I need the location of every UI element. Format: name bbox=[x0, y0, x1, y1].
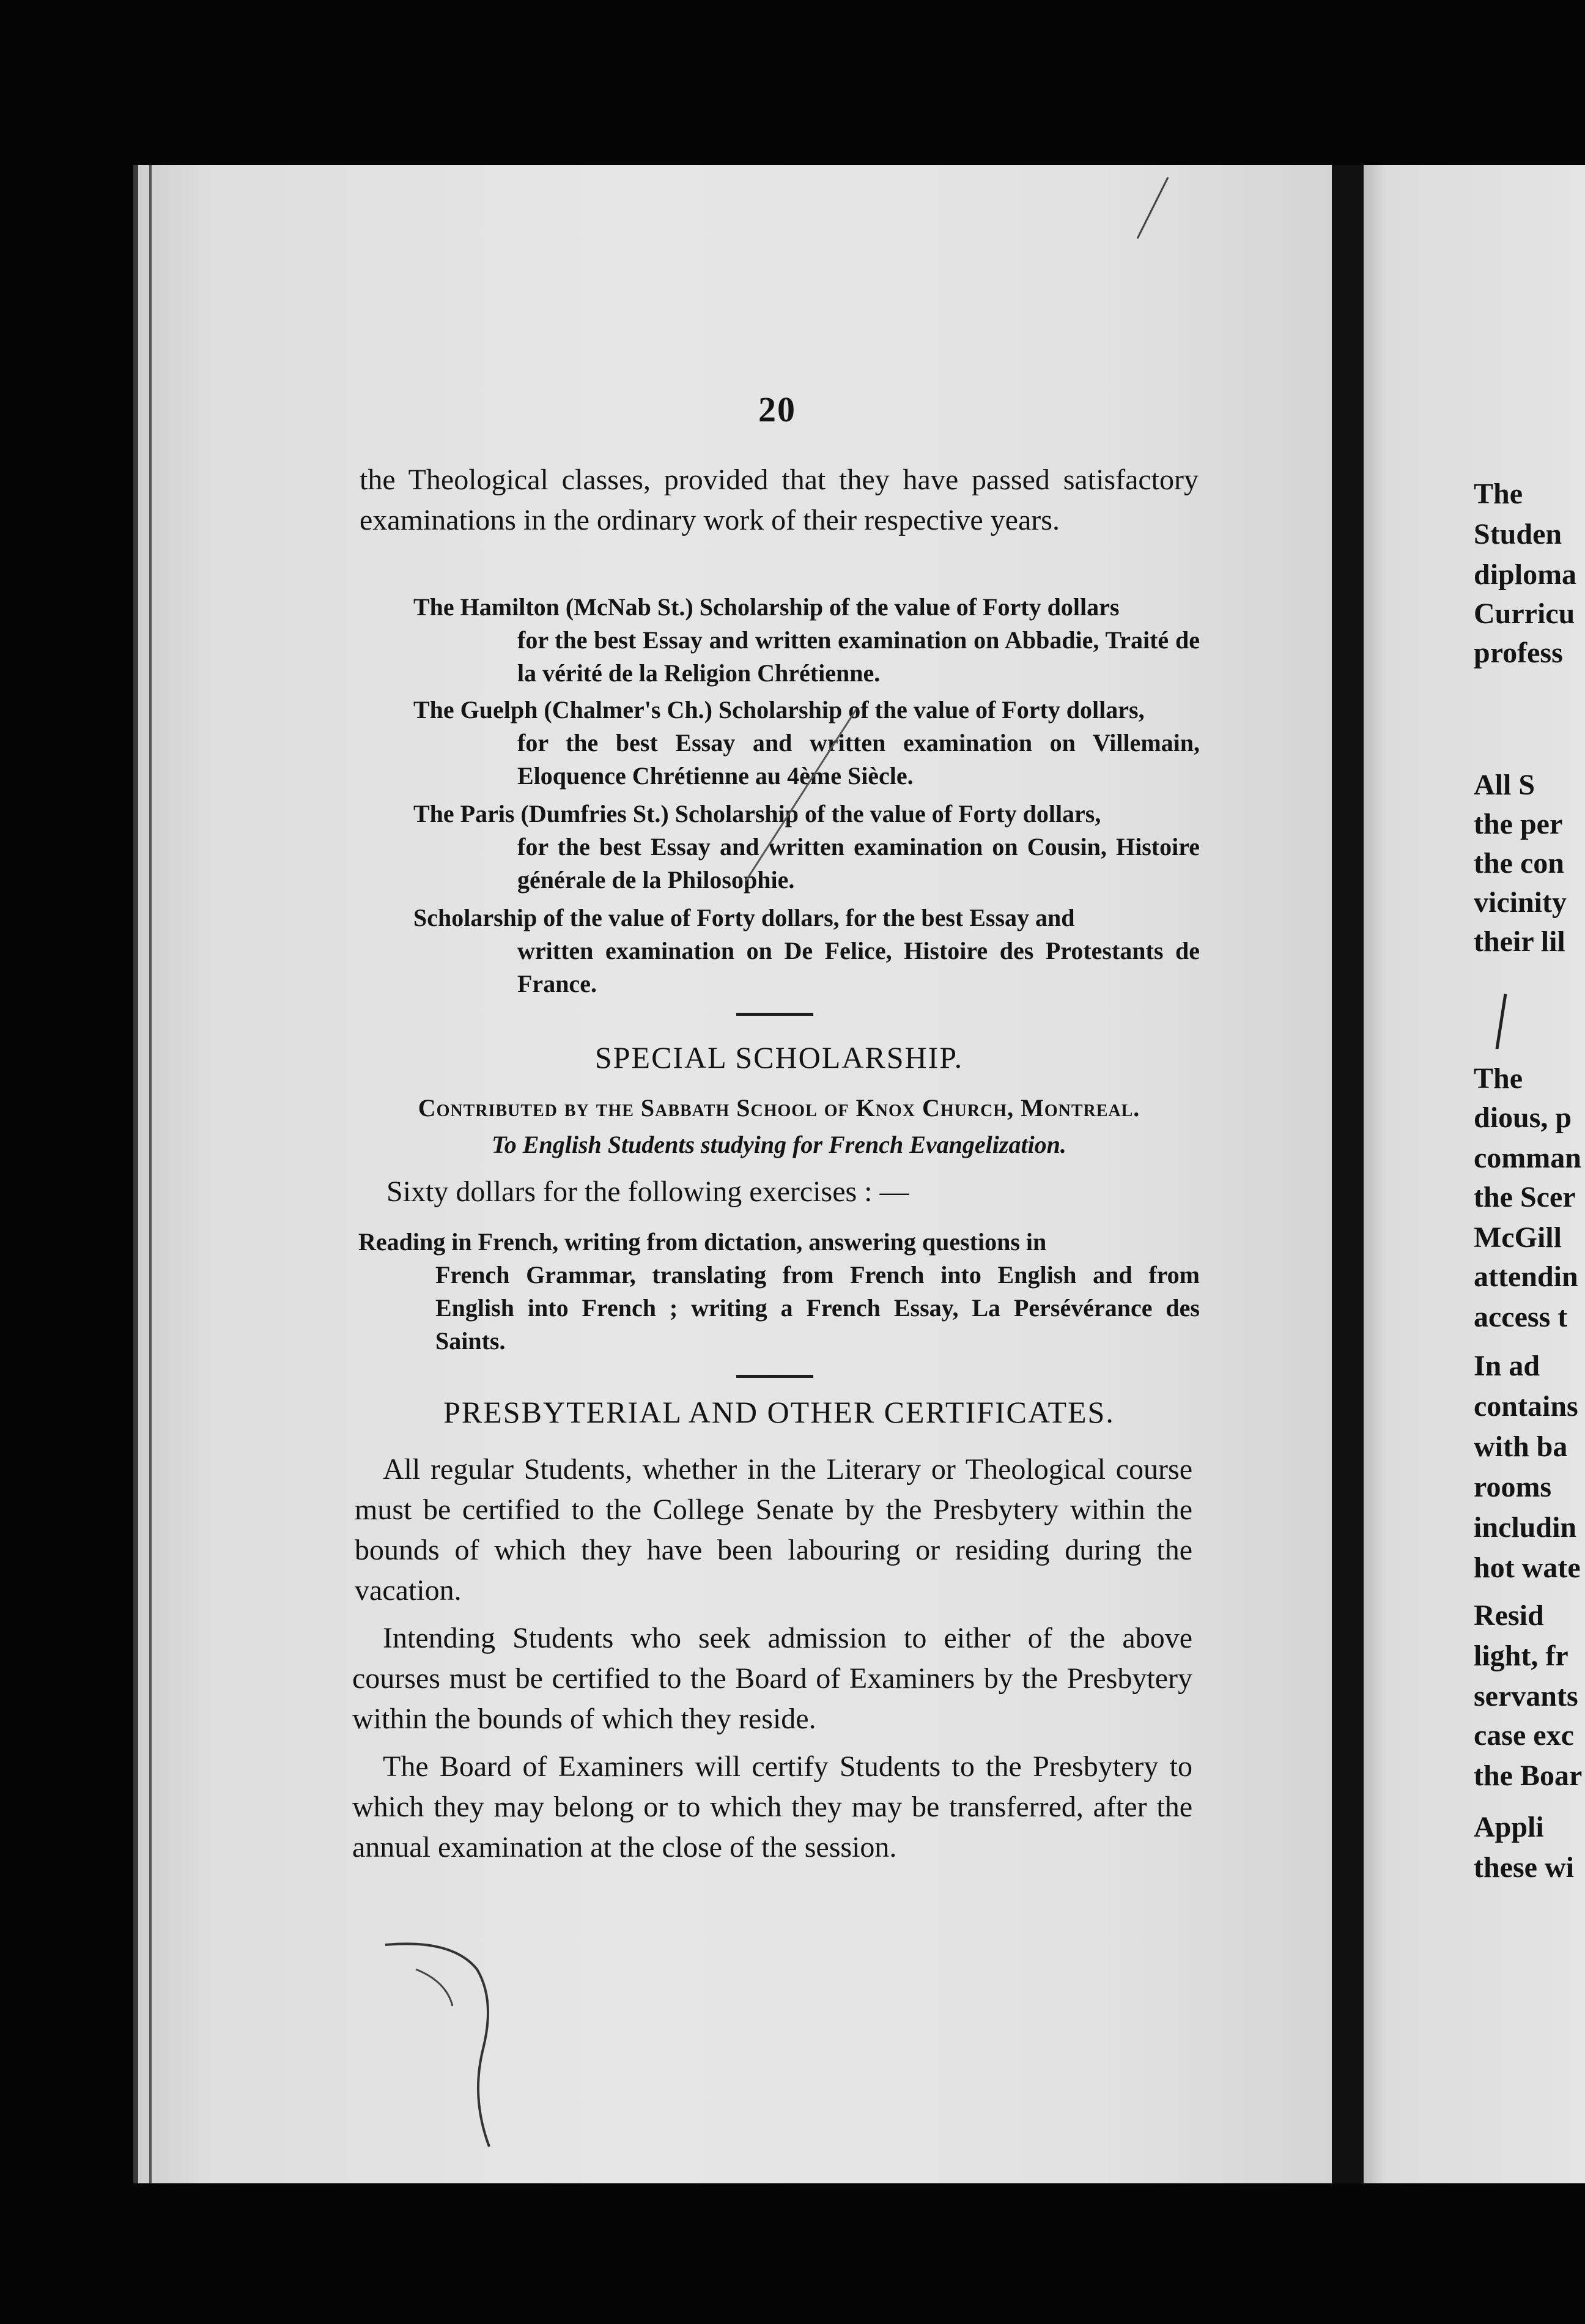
scholarship-continuation: for the best Essay and written examination on Abbadie, Traité de la vérité de la Religion Chrétienne. bbox=[517, 626, 1200, 687]
facing-page-line: dious, p bbox=[1474, 1101, 1572, 1134]
facing-page-line: the per bbox=[1474, 808, 1563, 840]
facing-page-line: profess bbox=[1474, 637, 1563, 669]
facing-page-line: McGill bbox=[1474, 1221, 1562, 1254]
facing-page-line: vicinity bbox=[1474, 886, 1567, 919]
scholarship-first-line: Scholarship of the value of Forty dollars, for the best Essay and bbox=[413, 904, 1075, 931]
special-scholarship-heading: SPECIAL SCHOLARSHIP. bbox=[594, 1040, 964, 1075]
facing-page-line: their lil bbox=[1474, 925, 1565, 958]
facing-page-line: comman bbox=[1474, 1142, 1581, 1174]
facing-page-line: attendin bbox=[1474, 1260, 1578, 1293]
facing-page-line: these wi bbox=[1474, 1851, 1574, 1884]
facing-page-line: the Scer bbox=[1474, 1181, 1576, 1213]
facing-page-line: The bbox=[1474, 1062, 1523, 1095]
facing-page-line: Resid bbox=[1474, 1599, 1544, 1632]
pencil-scribble-mark bbox=[379, 1926, 538, 2153]
intro-paragraph: the Theological classes, provided that they have passed satisfactory examinations in the ordinary work of their respective years. bbox=[360, 464, 1199, 536]
pencil-stroke-mark bbox=[1492, 991, 1510, 1052]
facing-page-line: rooms bbox=[1474, 1471, 1552, 1503]
section-divider bbox=[736, 1375, 813, 1378]
exercises-list bbox=[358, 1226, 1200, 1358]
facing-page-line: Curricu bbox=[1474, 598, 1575, 630]
audience-line: To English Students studying for French Evangelization. bbox=[492, 1131, 1066, 1158]
scholarship-continuation: for the best Essay and written examination on Cousin, Histoire générale de la Philosophie. bbox=[517, 833, 1200, 894]
exercises-first-line: Reading in French, writing from dictation, answering questions in bbox=[358, 1228, 1047, 1256]
amount-line: Sixty dollars for the following exercises : — bbox=[386, 1175, 909, 1208]
facing-page-line: includin bbox=[1474, 1511, 1577, 1544]
facing-page-line: light, fr bbox=[1474, 1640, 1568, 1672]
facing-page-line: diploma bbox=[1474, 558, 1577, 591]
certificates-paragraph-2: Intending Students who seek admission to either of the above courses must be certified to the Board of Examiners by the Presbytery within the bounds of which they reside. bbox=[352, 1622, 1192, 1735]
pencil-stroke-mark bbox=[734, 703, 868, 887]
scholarship-item-hamilton bbox=[413, 591, 1200, 690]
certificates-paragraph-3: The Board of Examiners will certify Students to the Presbytery to which they may belong or to which they may be transferred, after the annual examination at the close of the session. bbox=[352, 1750, 1192, 1863]
certificates-heading: PRESBYTERIAL AND OTHER CERTIFICATES. bbox=[443, 1395, 1115, 1429]
scholarship-item-de-felice bbox=[413, 901, 1200, 1001]
facing-page-line: Studen bbox=[1474, 518, 1562, 550]
facing-page-line: All S bbox=[1474, 769, 1535, 801]
scholarship-first-line: The Guelph (Chalmer's Ch.) Scholarship of the value of Forty dollars, bbox=[413, 696, 1145, 723]
section-divider bbox=[736, 1013, 813, 1016]
exercises-continuation: French Grammar, translating from French into English and from English into French ; writing a French Essay, La Persévérance des Saints. bbox=[435, 1261, 1200, 1355]
scholarship-first-line: The Hamilton (McNab St.) Scholarship of the value of Forty dollars bbox=[413, 593, 1120, 621]
facing-page-line: with ba bbox=[1474, 1430, 1568, 1463]
scholarship-continuation: for the best Essay and written examination on Villemain, Eloquence Chrétienne au 4ème Siècle. bbox=[517, 729, 1200, 790]
page-number: 20 bbox=[758, 390, 796, 429]
book-gutter bbox=[1332, 165, 1364, 2183]
facing-page-line: The bbox=[1474, 478, 1523, 510]
facing-page-line: the con bbox=[1474, 847, 1564, 879]
certificates-paragraph-1: All regular Students, whether in the Literary or Theological course must be certified to the College Senate by the Presbytery within the bounds of which they have been labouring or residing during the vacation. bbox=[355, 1453, 1192, 1607]
facing-page-line: In ad bbox=[1474, 1350, 1540, 1382]
facing-page-line: servants bbox=[1474, 1680, 1578, 1712]
facing-page-line: contains bbox=[1474, 1390, 1578, 1423]
scholarship-continuation: written examination on De Felice, Histoire des Protestants de France. bbox=[517, 937, 1200, 997]
contributed-by-line: Contributed by the Sabbath School of Knox Church, Montreal. bbox=[418, 1094, 1140, 1122]
facing-page-line: the Boar bbox=[1474, 1760, 1583, 1792]
facing-page-line: Appli bbox=[1474, 1811, 1544, 1843]
facing-page-line: access t bbox=[1474, 1301, 1568, 1333]
pencil-stroke-mark bbox=[1125, 171, 1174, 245]
facing-page-line: case exc bbox=[1474, 1719, 1574, 1752]
facing-page-line: hot wate bbox=[1474, 1552, 1581, 1584]
scholarship-first-line: The Paris (Dumfries St.) Scholarship of the value of Forty dollars, bbox=[413, 800, 1101, 827]
